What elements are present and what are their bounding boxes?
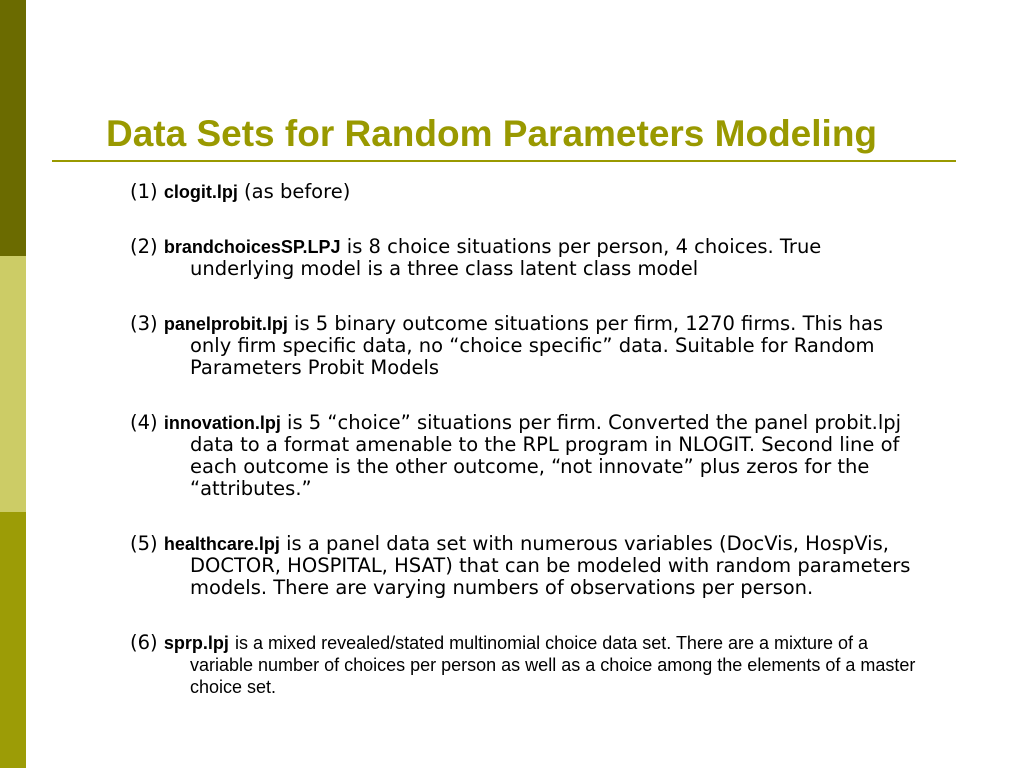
dataset-description: is 5 binary outcome situations per firm, 1270 firms. This has only firm specific data, no “choice specific” data. Suitable for Random Parameters Probit Models <box>190 312 884 379</box>
dataset-item <box>130 412 930 500</box>
item-number: (6) <box>130 631 158 654</box>
dataset-description: is a panel data set with numerous variables (DocVis, HospVis, DOCTOR, HOSPITAL, HSAT) that can be modeled with random parameters models. There are varying numbers of observations per person. <box>190 532 911 599</box>
slide-title: Data Sets for Random Parameters Modeling <box>106 113 878 154</box>
dataset-item <box>130 181 930 203</box>
dataset-item <box>130 313 930 379</box>
title-underline <box>52 160 956 162</box>
dataset-filename: sprp.lpj <box>163 633 229 653</box>
item-number: (3) <box>130 312 158 335</box>
left-accent-bar-middle <box>0 256 26 512</box>
dataset-description: is 8 choice situations per person, 4 choices. True underlying model is a three class latent class model <box>190 235 822 280</box>
dataset-item <box>130 533 930 599</box>
left-accent-bar-bottom <box>0 512 26 768</box>
dataset-description: is 5 “choice” situations per firm. Converted the panel probit.lpj data to a format amenable to the RPL program in NLOGIT. Second line of each outcome is the other outcome, “not innovate” plus zeros for the “attributes.” <box>190 411 902 500</box>
dataset-item <box>130 632 930 698</box>
item-number: (2) <box>130 235 158 258</box>
dataset-filename: clogit.lpj <box>163 182 238 202</box>
dataset-description: (as before) <box>244 180 351 203</box>
dataset-filename: panelprobit.lpj <box>163 314 288 334</box>
dataset-filename: brandchoicesSP.LPJ <box>163 237 341 257</box>
item-number: (5) <box>130 532 158 555</box>
dataset-filename: healthcare.lpj <box>163 534 280 554</box>
item-number: (4) <box>130 411 158 434</box>
item-number: (1) <box>130 180 158 203</box>
dataset-list <box>130 181 930 698</box>
dataset-item <box>130 236 930 280</box>
left-accent-bar-top <box>0 0 26 256</box>
dataset-filename: innovation.lpj <box>163 413 281 433</box>
dataset-description: is a mixed revealed/stated multinomial choice data set. There are a mixture of a variable number of choices per person as well as a choice among the elements of a master choice set. <box>190 633 916 697</box>
